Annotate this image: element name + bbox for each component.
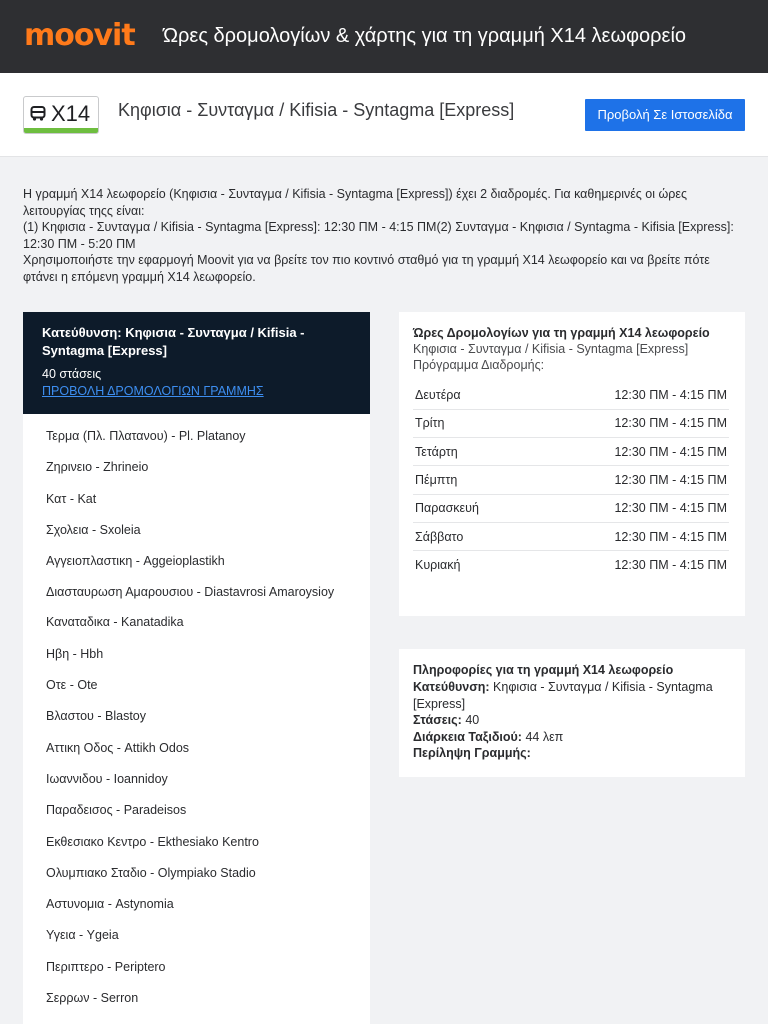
view-schedules-link[interactable]: ΠΡΟΒΟΛΗ ΔΡΟΜΟΛΟΓΙΩΝ ΓΡΑΜΜΗΣ [42, 384, 264, 398]
stop-item[interactable]: Οτε - Ote [46, 678, 98, 693]
line-description [23, 186, 745, 286]
table-row [413, 381, 729, 409]
bus-icon [30, 106, 46, 121]
info-duration-value: 44 λεπ [525, 729, 564, 744]
top-bar [0, 0, 768, 73]
description-app-hint: Χρησιμοποιήστε την εφαρμογή Moovit για να βρείτε τον πιο κοντινό σταθμό για τη γραμμή X14 λεωφορείο και να βρείτε πότε φτάνει η επόμενη γραμμή X14 λεωφορείο. [23, 253, 710, 284]
schedule-route: Κηφισια - Συνταγμα / Kifisia - Syntagma [Express] [413, 342, 689, 356]
stops-panel [23, 312, 370, 1024]
time-cell: 12:30 ΠΜ - 4:15 ΠΜ [529, 409, 729, 437]
schedule-panel [399, 312, 745, 616]
line-color-bar [24, 128, 98, 133]
info-duration [413, 729, 731, 746]
stop-item[interactable]: Καναταδικα - Kanatadika [46, 615, 184, 630]
stop-item[interactable]: Ηβη - Hbh [46, 646, 104, 661]
stop-item[interactable]: Σερρων - Serron [46, 991, 139, 1006]
table-row [413, 409, 729, 437]
moovit-logo[interactable]: moovit [24, 18, 135, 53]
stop-item[interactable]: Σχολεια - Sxoleia [46, 522, 141, 537]
info-stops [413, 712, 731, 729]
direction-title: Κατεύθυνση: Κηφισια - Συνταγμα / Kifisia - Syntagma [Express] [42, 325, 305, 358]
stop-item[interactable]: Υγεια - Ygeia [46, 928, 119, 943]
stops-list [46, 428, 366, 1021]
time-cell: 12:30 ΠΜ - 4:15 ΠΜ [529, 438, 729, 466]
time-cell: 12:30 ΠΜ - 4:15 ΠΜ [529, 381, 729, 409]
page-title: Ώρες δρομολογίων & χάρτης για τη γραμμή X14 λεωφορείο [163, 25, 687, 47]
day-cell: Τετάρτη [413, 438, 529, 466]
schedule-program-label: Πρόγραμμα Διαδρομής: [413, 358, 545, 372]
line-header [0, 73, 768, 157]
stop-item[interactable]: Αττικη Οδος - Attikh Odos [46, 740, 190, 755]
time-cell: 12:30 ΠΜ - 4:15 ΠΜ [529, 522, 729, 550]
table-row [413, 494, 729, 522]
stop-item[interactable]: Διασταυρωση Αμαρουσιου - Diastavrosi Amaroysioy [46, 585, 335, 600]
day-cell: Σάββατο [413, 522, 529, 550]
table-row [413, 551, 729, 579]
stop-item[interactable]: Περιπτερο - Periptero [46, 959, 166, 974]
day-cell: Κυριακή [415, 558, 461, 573]
info-title: Πληροφορίες για τη γραμμή X14 λεωφορείο [413, 663, 674, 677]
stop-item[interactable]: Βλαστου - Blastoy [46, 709, 146, 724]
info-summary [413, 745, 731, 762]
stop-item[interactable]: Τερμα (Πλ. Πλατανου) - Pl. Platanoy [46, 429, 246, 443]
stop-item[interactable]: Παραδεισος - Paradeisos [46, 803, 187, 818]
day-cell: Τρίτη [413, 409, 529, 437]
info-direction [413, 679, 731, 712]
info-duration-label: Διάρκεια Ταξιδιού: [413, 729, 522, 744]
stop-item[interactable]: Κατ - Kat [46, 491, 97, 506]
description-routes: (1) Κηφισια - Συνταγμα / Kifisia - Syntagma [Express]: 12:30 ΠΜ - 4:15 ΠΜ(2) Συνταγμα - Κηφισια / Syntagma - Kifisia [Express]: 12:30 ΠΜ - 5:20 ΠΜ [23, 220, 734, 251]
schedule-title: Ώρες Δρομολογίων για τη γραμμή X14 λεωφορείο [413, 326, 710, 340]
table-row [413, 438, 729, 466]
info-stops-label: Στάσεις: [413, 713, 462, 728]
stop-item[interactable]: Ολυμπιακο Σταδιο - Olympiako Stadio [46, 865, 256, 880]
line-name: Κηφισια - Συνταγμα / Kifisia - Syntagma [Express] [118, 100, 515, 120]
day-cell: Πέμπτη [413, 466, 529, 494]
info-stops-value: 40 [465, 713, 480, 728]
time-cell: 12:30 ΠΜ - 4:15 ΠΜ [614, 558, 727, 573]
time-cell: 12:30 ΠΜ - 4:15 ΠΜ [529, 494, 729, 522]
schedule-table [413, 381, 729, 579]
table-row [413, 466, 729, 494]
line-info-panel [399, 649, 745, 777]
view-on-web-button[interactable]: Προβολή Σε Ιστοσελίδα [585, 99, 745, 131]
description-summary: Η γραμμή X14 λεωφορείο (Κηφισια - Συνταγμα / Kifisia - Syntagma [Express]) έχει 2 διαδρομές. Για καθημερινές οι ώρες λειτουργίας τηςς είναι: [23, 187, 687, 218]
stop-item[interactable]: Αστυνομια - Astynomia [46, 897, 174, 912]
day-cell: Παρασκευή [413, 494, 529, 522]
time-cell: 12:30 ΠΜ - 4:15 ΠΜ [529, 466, 729, 494]
line-number: X14 [51, 101, 91, 126]
line-badge [23, 96, 99, 134]
info-direction-value: Κηφισια - Συνταγμα / Kifisia - Syntagma [Express] [413, 680, 713, 711]
table-row [413, 522, 729, 550]
info-summary-label: Περίληψη Γραμμής: [413, 746, 531, 761]
direction-header [23, 312, 370, 414]
day-cell: Δευτέρα [413, 381, 529, 409]
stops-count: 40 στάσεις [42, 367, 102, 381]
info-direction-label: Κατεύθυνση: [413, 680, 490, 694]
stop-item[interactable]: Ζηρινειο - Zhrineio [46, 460, 149, 475]
stop-item[interactable]: Ιωαννιδου - Ioannidoy [46, 771, 168, 786]
stop-item[interactable]: Εκθεσιακο Κεντρο - Ekthesiako Kentro [46, 834, 259, 849]
stop-item[interactable]: Αγγειοπλαστικη - Aggeioplastikh [46, 554, 225, 569]
